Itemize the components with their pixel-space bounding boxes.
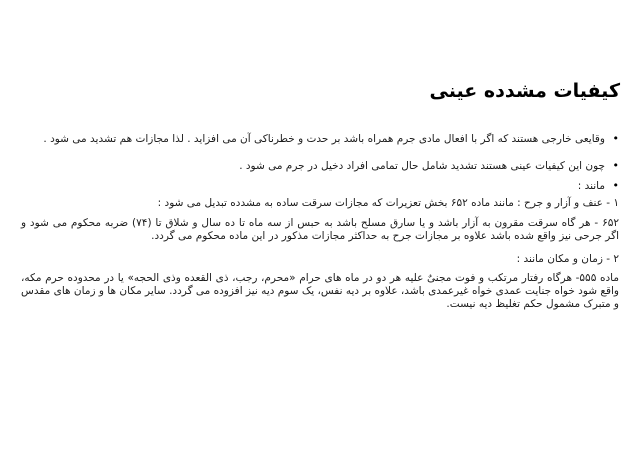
paragraph-article-555: ماده ۵۵۵- هرگاه رفتار مرتکب و فوت مجنیٌ علیه هر دو در ماه های حرام «محرم، رجب، ذی القعده وذی الحجه» یا در محدوده حرم مکه، واقع شود خواه جنایت عمدی خواه غیرعمدی باشد، علاوه بر دیه نفس، یک سوم دیه نیز افزوده می گردد. سایر مکان ها و زمان های مقدس و متبرک مشمول حکم تغلیظ دیه نیست. (21, 272, 619, 310)
bullet-text-such-as: مانند : (577, 180, 605, 192)
bullet-item-external-facts (21, 132, 619, 146)
paragraph-item-1-violence: ۱ - عنف و آزار و جرح : مانند ماده ۶۵۲ بخش تعزیرات که مجازات سرقت ساده به مشدده تبدیل می شود : (157, 197, 619, 209)
bullet-marker-icon: • (612, 132, 619, 145)
bullet-marker-icon: • (612, 159, 619, 172)
paragraph-article-652: ۶۵۲ - هر گاه سرقت مقرون به آزار باشد و یا سارق مسلح باشد به حبس از سه ماه تا ده سال و شلاق تا (۷۴) ضربه محکوم می شود و اگر جرحی نیز واقع شده باشد علاوه بر مجازات جرح به حداکثر مجازات مذکور در این ماده محکوم می گردد. (21, 217, 619, 242)
paragraph-item-2-time-place: ۲ - زمان و مکان مانند : (516, 253, 619, 265)
bullet-list (21, 132, 619, 193)
bullet-item-objective-qualities (21, 159, 619, 173)
slide-title: کیفیات مشدده عینی (429, 80, 620, 102)
bullet-text-objective-qualities: چون این کیفیات عینی هستند تشدید شامل حال تمامی افراد دخیل در جرم می شود . (239, 160, 605, 172)
bullet-text-external-facts: وقایعی خارجی هستند که اگر با افعال مادی جرم همراه باشد بر حدت و خطرناکی آن می افزاید . لذا مجازات هم تشدید می شود . (43, 133, 605, 145)
bullet-marker-icon: • (612, 179, 619, 192)
bullet-item-such-as (21, 179, 619, 193)
slide-body (21, 132, 619, 311)
